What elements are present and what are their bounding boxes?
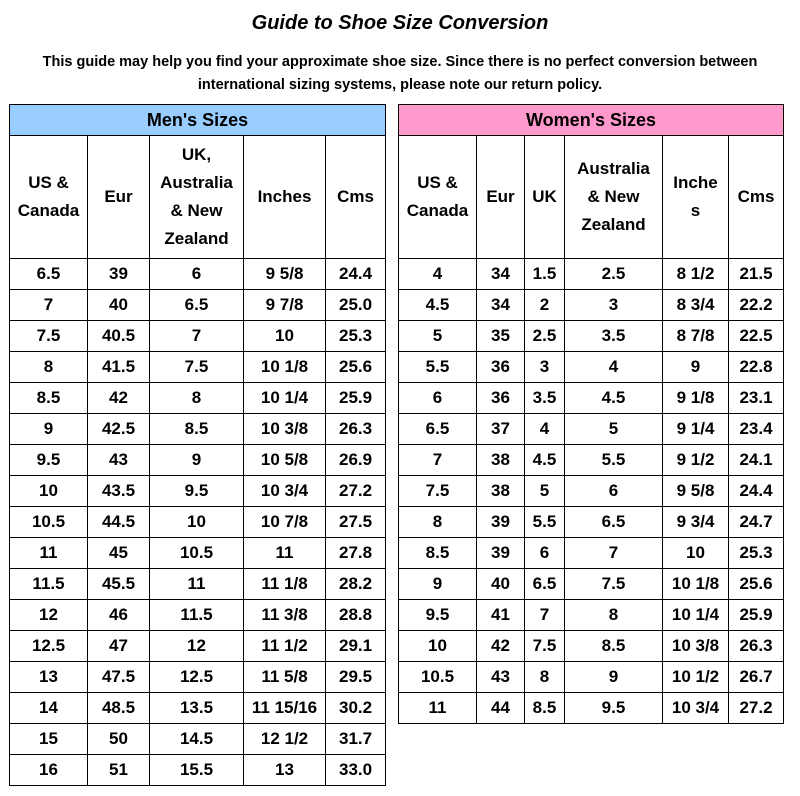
table-cell: 8.5 [525,693,565,724]
page-title: Guide to Shoe Size Conversion [251,12,549,34]
table-cell: 12 [10,600,88,631]
table-cell: 5.5 [399,352,477,383]
table-cell: 13.5 [150,693,244,724]
table-cell: 7.5 [150,352,244,383]
table-cell: 8 [150,383,244,414]
table-cell: 29.5 [326,662,386,693]
table-row [10,724,386,755]
table-cell: 25.3 [729,538,784,569]
table-cell: 6 [525,538,565,569]
table-cell: 23.1 [729,383,784,414]
womens-column-headers [399,136,784,259]
table-cell: 27.8 [326,538,386,569]
table-cell: 11 [150,569,244,600]
table-cell: 7.5 [565,569,663,600]
table-cell: 38 [477,445,525,476]
table-cell: 25.6 [729,569,784,600]
table-cell: 9 5/8 [663,476,729,507]
table-cell: 10 [399,631,477,662]
table-cell: 9.5 [10,445,88,476]
table-cell: 39 [477,538,525,569]
mens-size-table [9,104,386,786]
table-cell: 8.5 [10,383,88,414]
table-cell: 25.3 [326,321,386,352]
table-cell: 2.5 [565,259,663,290]
table-cell: 10 [10,476,88,507]
table-cell: 8 [565,600,663,631]
table-cell: 7 [10,290,88,321]
table-cell: 28.8 [326,600,386,631]
table-cell: 8 3/4 [663,290,729,321]
table-cell: 4 [565,352,663,383]
col-header-line: UK [532,187,557,206]
table-cell: 21.5 [729,259,784,290]
table-cell: 1.5 [525,259,565,290]
table-cell: 3.5 [565,321,663,352]
table-cell: 8 1/2 [663,259,729,290]
table-cell: 7 [525,600,565,631]
table-cell: 8 [10,352,88,383]
table-cell: 24.4 [326,259,386,290]
table-cell: 39 [88,259,150,290]
table-cell: 11 [399,693,477,724]
table-cell: 8.5 [150,414,244,445]
table-cell: 9 [565,662,663,693]
table-row [10,569,386,600]
table-cell: 6 [399,383,477,414]
col-header-line: Inche [673,173,718,192]
table-cell: 4.5 [565,383,663,414]
col-header-line: Canada [406,201,469,220]
table-cell: 8 7/8 [663,321,729,352]
table-cell: 25.9 [729,600,784,631]
mens-sizes-heading: Men's Sizes [10,105,386,136]
table-cell: 3 [565,290,663,321]
table-row [10,383,386,414]
table-cell: 43 [477,662,525,693]
col-header-line: US & [417,173,458,192]
table-cell: 10 [150,507,244,538]
womens-col-inches [663,136,729,259]
table-cell: 12.5 [150,662,244,693]
table-cell: 13 [244,755,326,786]
table-cell: 11.5 [150,600,244,631]
col-header-line: Cms [337,187,374,206]
table-cell: 26.3 [729,631,784,662]
table-cell: 45 [88,538,150,569]
mens-table-body [10,259,386,786]
table-cell: 7 [150,321,244,352]
table-row [10,755,386,786]
womens-col-eur [477,136,525,259]
table-cell: 42.5 [88,414,150,445]
table-row [399,631,784,662]
col-header-line: Inches [257,187,312,206]
table-cell: 14.5 [150,724,244,755]
table-cell: 8.5 [399,538,477,569]
table-cell: 25.0 [326,290,386,321]
table-cell: 5.5 [565,445,663,476]
table-row [10,507,386,538]
table-cell: 2.5 [525,321,565,352]
table-cell: 25.6 [326,352,386,383]
table-cell: 9 5/8 [244,259,326,290]
table-row [399,662,784,693]
table-cell: 7 [565,538,663,569]
table-cell: 50 [88,724,150,755]
table-cell: 9 7/8 [244,290,326,321]
table-row [399,693,784,724]
table-cell: 12.5 [10,631,88,662]
table-cell: 9 [150,445,244,476]
table-row [399,476,784,507]
mens-col-uk-australia-nz [150,136,244,259]
table-cell: 10 [663,538,729,569]
table-cell: 39 [477,507,525,538]
col-header-line: Canada [17,201,80,220]
table-cell: 6.5 [565,507,663,538]
table-cell: 4.5 [399,290,477,321]
table-row [10,476,386,507]
table-row [399,352,784,383]
table-cell: 22.2 [729,290,784,321]
table-cell: 23.4 [729,414,784,445]
table-cell: 44 [477,693,525,724]
table-cell: 31.7 [326,724,386,755]
table-cell: 11 15/16 [244,693,326,724]
table-cell: 38 [477,476,525,507]
col-header-line: & New [170,201,223,220]
table-cell: 6.5 [150,290,244,321]
table-cell: 27.2 [326,476,386,507]
womens-sizes-heading: Women's Sizes [399,105,784,136]
table-row [399,259,784,290]
table-cell: 34 [477,259,525,290]
table-cell: 11 5/8 [244,662,326,693]
table-cell: 8 [525,662,565,693]
table-cell: 16 [10,755,88,786]
table-cell: 51 [88,755,150,786]
table-cell: 34 [477,290,525,321]
table-cell: 13 [10,662,88,693]
table-cell: 7.5 [399,476,477,507]
mens-col-cms [326,136,386,259]
table-cell: 9 [663,352,729,383]
table-cell: 15 [10,724,88,755]
col-header-line: Australia [577,159,650,178]
table-cell: 10 1/2 [663,662,729,693]
table-cell: 4 [525,414,565,445]
table-cell: 10 1/8 [663,569,729,600]
mens-col-inches [244,136,326,259]
table-cell: 36 [477,383,525,414]
table-cell: 10 1/8 [244,352,326,383]
col-header-line: Australia [160,173,233,192]
table-cell: 42 [477,631,525,662]
table-cell: 7 [399,445,477,476]
table-cell: 4.5 [525,445,565,476]
womens-col-uk [525,136,565,259]
table-cell: 10 3/8 [663,631,729,662]
intro-line-1: This guide may help you find your approximate shoe size. Since there is no perfect conversion between [42,54,758,70]
table-cell: 45.5 [88,569,150,600]
table-row [10,600,386,631]
table-cell: 10.5 [10,507,88,538]
table-row [10,321,386,352]
table-row [10,290,386,321]
table-cell: 22.8 [729,352,784,383]
womens-col-cms [729,136,784,259]
table-cell: 46 [88,600,150,631]
table-cell: 7.5 [525,631,565,662]
table-cell: 48.5 [88,693,150,724]
table-cell: 10 1/4 [244,383,326,414]
table-row [10,693,386,724]
table-cell: 9 [399,569,477,600]
col-header-line: & New [587,187,640,206]
table-cell: 3.5 [525,383,565,414]
table-cell: 44.5 [88,507,150,538]
table-cell: 24.7 [729,507,784,538]
table-cell: 11 1/2 [244,631,326,662]
table-row [10,538,386,569]
col-header-line: Zealand [164,229,229,248]
table-cell: 6 [565,476,663,507]
table-cell: 14 [10,693,88,724]
table-cell: 36 [477,352,525,383]
table-cell: 10 3/4 [244,476,326,507]
womens-col-us-canada [399,136,477,259]
table-cell: 12 [150,631,244,662]
table-cell: 8.5 [565,631,663,662]
table-row [399,538,784,569]
table-row [399,445,784,476]
table-cell: 40 [88,290,150,321]
intro-line-2: international sizing systems, please note our return policy. [197,77,603,93]
col-header-line: UK, [181,145,212,164]
table-cell: 9 1/4 [663,414,729,445]
table-cell: 11 [244,538,326,569]
table-cell: 11 1/8 [244,569,326,600]
table-cell: 4 [399,259,477,290]
table-cell: 10 3/4 [663,693,729,724]
table-cell: 26.3 [326,414,386,445]
table-cell: 26.9 [326,445,386,476]
table-cell: 5.5 [525,507,565,538]
womens-col-australia-nz [565,136,663,259]
intro-text [20,51,780,97]
table-cell: 5 [565,414,663,445]
table-row [399,414,784,445]
table-cell: 40.5 [88,321,150,352]
table-cell: 9.5 [565,693,663,724]
table-row [399,600,784,631]
table-cell: 11.5 [10,569,88,600]
table-cell: 9.5 [399,600,477,631]
womens-table-body [399,259,784,724]
col-header-line: Eur [486,187,515,206]
table-cell: 11 [10,538,88,569]
table-cell: 2 [525,290,565,321]
col-header-line: Cms [737,187,775,206]
table-cell: 15.5 [150,755,244,786]
table-cell: 33.0 [326,755,386,786]
table-cell: 27.2 [729,693,784,724]
table-cell: 29.1 [326,631,386,662]
table-cell: 22.5 [729,321,784,352]
table-cell: 7.5 [10,321,88,352]
table-cell: 10 5/8 [244,445,326,476]
table-cell: 43 [88,445,150,476]
table-cell: 9 1/8 [663,383,729,414]
table-row [10,259,386,290]
table-cell: 10.5 [150,538,244,569]
table-row [399,507,784,538]
table-cell: 6.5 [525,569,565,600]
table-cell: 37 [477,414,525,445]
col-header-line: Zealand [581,215,646,234]
table-cell: 9 [10,414,88,445]
table-cell: 11 3/8 [244,600,326,631]
col-header-line: Eur [104,187,133,206]
table-cell: 28.2 [326,569,386,600]
table-cell: 42 [88,383,150,414]
mens-column-headers [10,136,386,259]
table-cell: 3 [525,352,565,383]
table-cell: 6 [150,259,244,290]
table-cell: 47 [88,631,150,662]
table-row [10,662,386,693]
table-row [399,321,784,352]
table-cell: 10 7/8 [244,507,326,538]
table-cell: 10 3/8 [244,414,326,445]
table-cell: 9 1/2 [663,445,729,476]
col-header-line: s [690,201,701,220]
table-row [399,383,784,414]
table-cell: 24.4 [729,476,784,507]
mens-col-eur [88,136,150,259]
table-cell: 35 [477,321,525,352]
mens-col-us-canada [10,136,88,259]
table-row [10,445,386,476]
table-row [399,290,784,321]
womens-size-table [398,104,784,724]
table-cell: 30.2 [326,693,386,724]
table-cell: 40 [477,569,525,600]
table-row [399,569,784,600]
table-cell: 47.5 [88,662,150,693]
table-cell: 5 [399,321,477,352]
table-cell: 26.7 [729,662,784,693]
table-cell: 41 [477,600,525,631]
table-cell: 12 1/2 [244,724,326,755]
table-cell: 41.5 [88,352,150,383]
table-cell: 10.5 [399,662,477,693]
table-cell: 9.5 [150,476,244,507]
table-cell: 9 3/4 [663,507,729,538]
table-cell: 6.5 [399,414,477,445]
table-row [10,352,386,383]
table-cell: 6.5 [10,259,88,290]
table-cell: 10 [244,321,326,352]
table-cell: 24.1 [729,445,784,476]
table-cell: 10 1/4 [663,600,729,631]
col-header-line: US & [28,173,69,192]
table-cell: 43.5 [88,476,150,507]
table-cell: 27.5 [326,507,386,538]
table-cell: 8 [399,507,477,538]
table-row [10,414,386,445]
table-cell: 25.9 [326,383,386,414]
table-row [10,631,386,662]
table-cell: 5 [525,476,565,507]
